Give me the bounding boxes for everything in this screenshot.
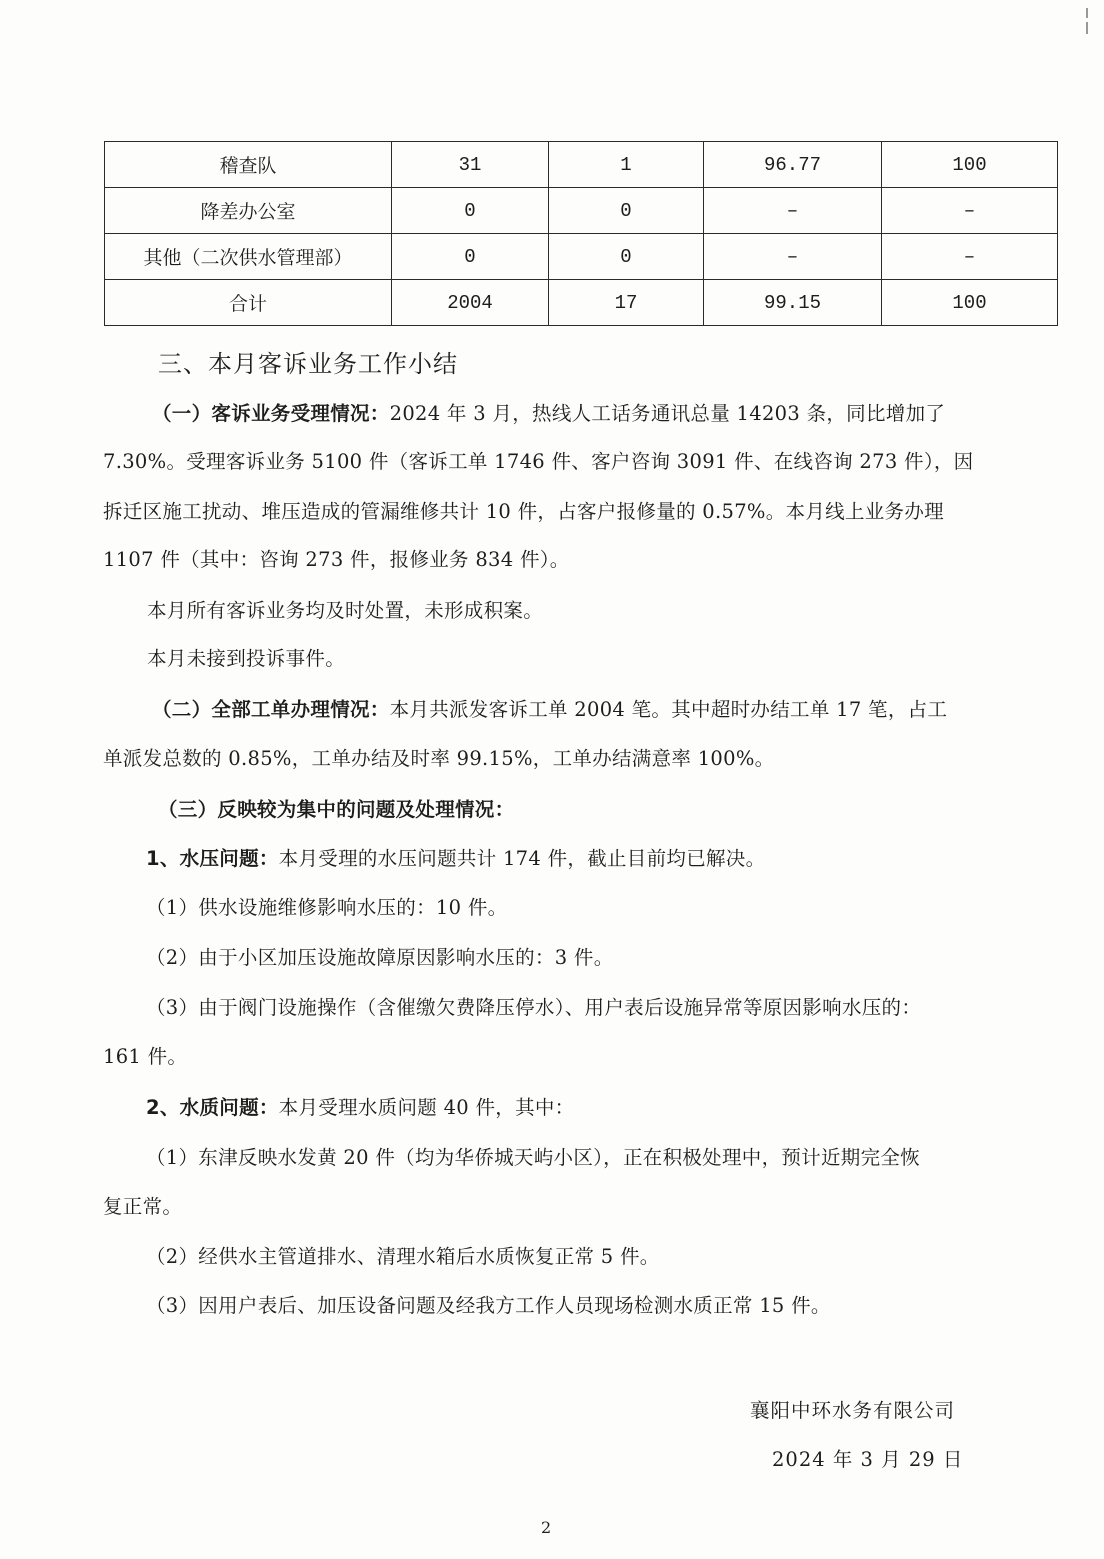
table-row	[105, 234, 1058, 280]
table-cell: 1	[549, 142, 704, 188]
table-cell: –	[882, 234, 1058, 280]
table-cell: 稽查队	[105, 142, 392, 188]
signature-company: 襄阳中环水务有限公司	[750, 1399, 956, 1422]
section-heading: 三、本月客诉业务工作小结	[158, 350, 458, 378]
table-cell: 0	[392, 234, 549, 280]
table-cell: 31	[392, 142, 549, 188]
paragraph-line: （2）经供水主管道排水、清理水箱后水质恢复正常 5 件。	[146, 1245, 660, 1268]
paragraph-text: 本月受理水质问题 40 件，其中：	[278, 1096, 575, 1119]
paragraph-line: （2）由于小区加压设施故障原因影响水压的：3 件。	[146, 946, 614, 969]
table-cell: 合计	[105, 280, 392, 326]
table-cell: 96.77	[704, 142, 882, 188]
paragraph-text: 本月共派发客诉工单 2004 笔。其中超时办结工单 17 笔，占工	[389, 698, 948, 721]
table-cell: –	[882, 188, 1058, 234]
table-row	[105, 280, 1058, 326]
paragraph-label: （二）全部工单办理情况：	[152, 698, 390, 721]
paragraph-line: 161 件。	[103, 1045, 188, 1068]
paragraph-line: （1）供水设施维修影响水压的：10 件。	[146, 896, 508, 919]
table-row	[105, 188, 1058, 234]
scan-edge-mark	[1086, 8, 1088, 18]
paragraph-line	[152, 694, 947, 722]
paragraph-line: 单派发总数的 0.85%，工单办结及时率 99.15%，工单办结满意率 100%。	[103, 747, 775, 770]
paragraph-text: 本月受理的水压问题共计 174 件，截止目前均已解决。	[278, 847, 766, 870]
table-cell: 0	[392, 188, 549, 234]
table-cell: –	[704, 188, 882, 234]
table-cell: 17	[549, 280, 704, 326]
paragraph-line: 拆迁区施工扰动、堆压造成的管漏维修共计 10 件，占客户报修量的 0.57%。本月线上业务办理	[103, 500, 944, 523]
paragraph-line	[146, 843, 765, 871]
paragraph-line	[152, 398, 945, 426]
paragraph-label: 2、水质问题：	[146, 1096, 279, 1119]
page-number: 2	[541, 1518, 552, 1537]
table-cell: 降差办公室	[105, 188, 392, 234]
paragraph-line: （三）反映较为集中的问题及处理情况：	[158, 798, 515, 821]
table-cell: 其他（二次供水管理部）	[105, 234, 392, 280]
paragraph-line: 1107 件（其中：咨询 273 件，报修业务 834 件）。	[103, 548, 570, 571]
paragraph-label: （一）客诉业务受理情况：	[152, 402, 390, 425]
paragraph-line: 本月所有客诉业务均及时处置，未形成积案。	[147, 599, 544, 622]
paragraph-line: 复正常。	[103, 1195, 183, 1218]
table-row	[105, 142, 1058, 188]
table-cell: 100	[882, 280, 1058, 326]
paragraph-line: 7.30%。受理客诉业务 5100 件（客诉工单 1746 件、客户咨询 3091 件、在线咨询 273 件），因	[103, 450, 974, 473]
table-cell: –	[704, 234, 882, 280]
stats-table	[104, 141, 1058, 326]
paragraph-line: （3）因用户表后、加压设备问题及经我方工作人员现场检测水质正常 15 件。	[146, 1294, 831, 1317]
table-cell: 0	[549, 234, 704, 280]
paragraph-line: （3）由于阀门设施操作（含催缴欠费降压停水）、用户表后设施异常等原因影响水压的：	[146, 996, 922, 1019]
table-cell: 99.15	[704, 280, 882, 326]
table-cell: 2004	[392, 280, 549, 326]
table-cell: 100	[882, 142, 1058, 188]
paragraph-line: 本月未接到投诉事件。	[147, 647, 346, 670]
table-cell: 0	[549, 188, 704, 234]
paragraph-line: （1）东津反映水发黄 20 件（均为华侨城天屿小区），正在积极处理中，预计近期完全恢	[146, 1146, 920, 1169]
signature-date: 2024 年 3 月 29 日	[772, 1448, 964, 1471]
paragraph-line	[146, 1092, 574, 1120]
scan-edge-mark	[1086, 22, 1088, 34]
paragraph-text: 2024 年 3 月，热线人工话务通讯总量 14203 条，同比增加了	[389, 402, 946, 425]
paragraph-label: 1、水压问题：	[146, 847, 279, 870]
